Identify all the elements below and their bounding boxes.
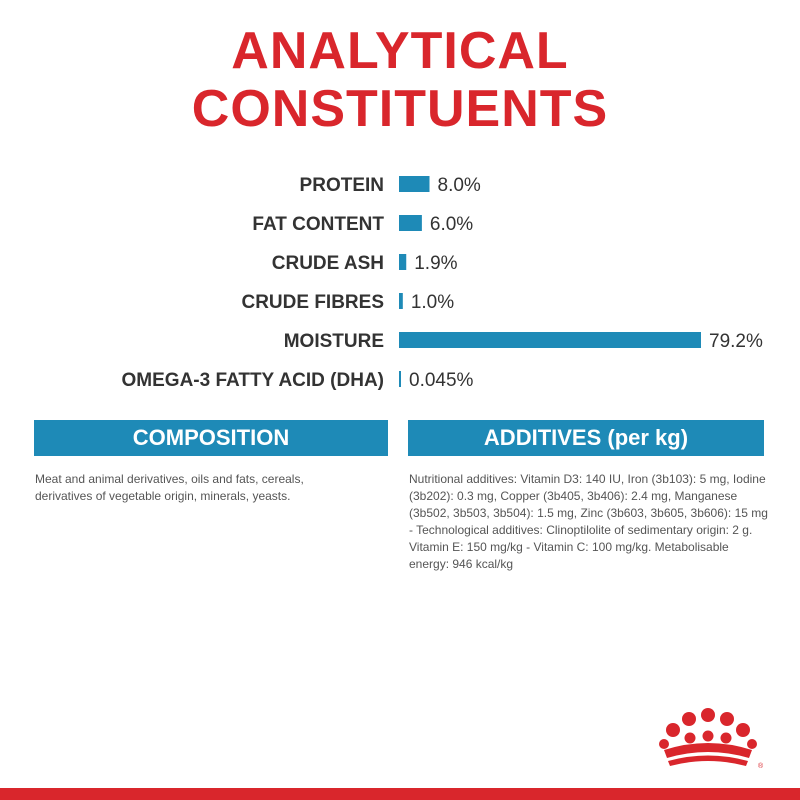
page-title xyxy=(0,22,800,138)
category-label: CRUDE ASH xyxy=(271,253,384,274)
category-label: CRUDE FIBRES xyxy=(241,292,384,313)
additives-heading: ADDITIVES (per kg) xyxy=(408,420,764,456)
category-label: PROTEIN xyxy=(299,175,384,196)
bar xyxy=(399,332,701,348)
value-label: 0.045% xyxy=(409,370,474,391)
footer-band xyxy=(0,788,800,800)
composition-heading: COMPOSITION xyxy=(34,420,388,456)
category-label: MOISTURE xyxy=(283,331,384,352)
bar xyxy=(399,254,406,270)
composition-text: Meat and animal derivatives, oils and fats, cereals, derivatives of vegetable origin, minerals, yeasts. xyxy=(35,472,304,503)
title-line-1: ANALYTICAL xyxy=(231,22,569,80)
title-line-2: CONSTITUENTS xyxy=(191,80,609,138)
value-label: 6.0% xyxy=(429,214,474,235)
analytical-constituents-chart xyxy=(0,160,800,400)
bar xyxy=(399,371,401,387)
bar xyxy=(399,293,403,309)
category-label: OMEGA-3 FATTY ACID (DHA) xyxy=(121,370,384,391)
crown-icon xyxy=(656,706,766,770)
bar xyxy=(399,176,430,192)
value-label: 8.0% xyxy=(437,175,481,196)
additives-text: Nutritional additives: Vitamin D3: 140 IU, Iron (3b103): 5 mg, Iodine (3b202): 0.3 mg, Copper (3b405, 3b406): 2.4 mg, Manganese (3b502, 3b503, 3b504): 1.5 mg, Zinc (3b603, 3b605, 3b606): 15 mg - Technological additives: Clinoptilolite of sedimentary origin: 2 g. Vitamin E: 150 mg/kg - Vitamin C: 100 mg/kg. Metabolisable energy: 946 kcal/kg xyxy=(409,472,768,571)
bar xyxy=(399,215,422,231)
value-label: 1.9% xyxy=(414,253,458,274)
value-label: 79.2% xyxy=(709,331,763,352)
value-label: 1.0% xyxy=(410,292,455,313)
svg-text:®: ® xyxy=(758,763,764,770)
category-label: FAT CONTENT xyxy=(252,214,384,235)
